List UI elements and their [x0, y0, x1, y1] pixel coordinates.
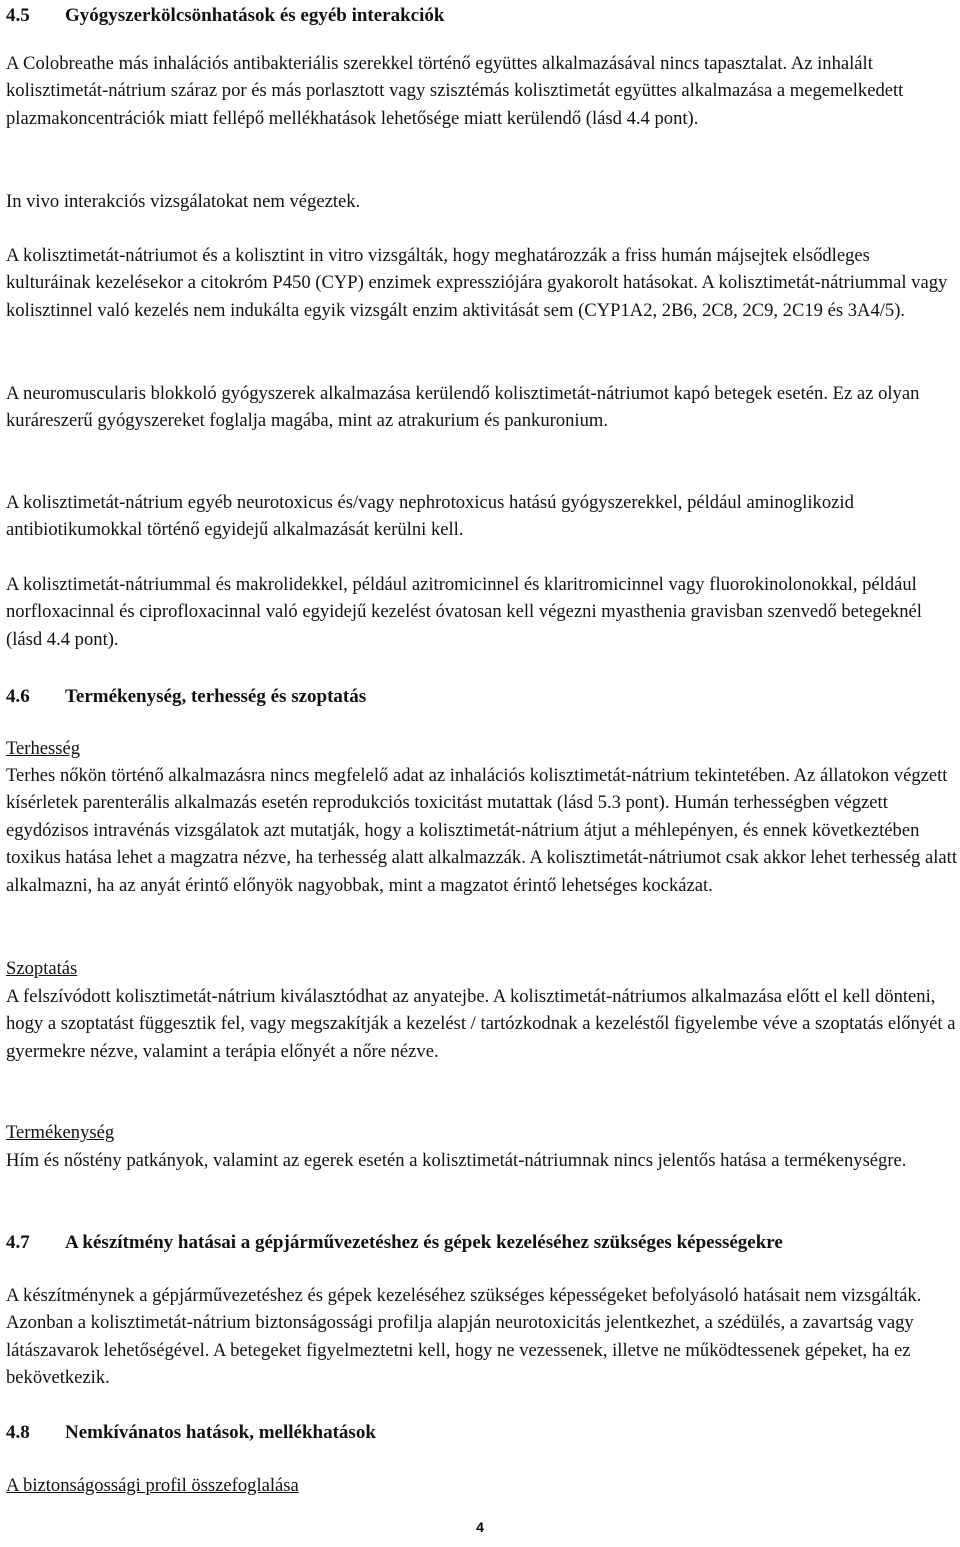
- section-4-6-heading: [6, 683, 366, 710]
- paragraph: Terhes nőkön történő alkalmazásra nincs megfelelő adat az inhalációs kolisztimetát-nátrium tekintetében. Az állatokon végzett kísérletek parenterális alkalmazás esetén reprodukciós toxicitást mutattak (lásd 5.3 pont). Humán terhességben végzett egydózisos intravénás vizsgálatok azt mutatják, hogy a kolisztimetát-nátrium átjut a méhlepényen, és ennek következtében toxikus hatása lehet a magzatra nézve, ha terhesség alatt alkalmazzák. A kolisztimetát-nátriumot csak akkor lehet terhesség alatt alkalmazni, ha az anyát érintő előnyök nagyobbak, mint a magzatot érintő lehetséges kockázat.: [6, 765, 957, 896]
- section-title: Gyógyszerkölcsönhatások és egyéb interakciók: [65, 5, 445, 26]
- subheading-szoptatas: Szoptatás: [6, 958, 78, 979]
- section-number: 4.8: [6, 1422, 30, 1443]
- paragraph: A kolisztimetát-nátriummal és makrolidekkel, például azitromicinnel és klaritromicinnel vagy fluorokinolonokkal, például norfloxacinnal és ciprofloxacinnal való egyidejű kezelést óvatosan kell végezni myasthenia gravisban szenvedő betegeknél (lásd 4.4 pont).: [6, 574, 922, 650]
- paragraph: A kolisztimetát-nátrium egyéb neurotoxicus és/vagy nephrotoxicus hatású gyógyszerekkel, például aminoglikozid antibiotikumokkal történő egyidejű alkalmazását kerülni kell.: [6, 492, 854, 541]
- paragraph: A felszívódott kolisztimetát-nátrium kiválasztódhat az anyatejbe. A kolisztimetát-nátriumos alkalmazása előtt el kell dönteni, hogy a szoptatást függesztik fel, vagy megszakítják a kezelést / tartózkodnak a kezeléstől figyelembe véve a szoptatás előnyét a gyermekre nézve, valamint a terápia előnyét a nőre nézve.: [6, 986, 956, 1062]
- subheading-biztonsagossagi-profil: A biztonságossági profil összefoglalása: [6, 1475, 299, 1496]
- paragraph: A készítménynek a gépjárművezetéshez és gépek kezeléséhez szükséges képességeket befolyásoló hatásait nem vizsgálták. Azonban a kolisztimetát-nátrium biztonságossági profilja alapján neurotoxicitás jelentkezhet, a szédülés, a zavartság vagy látászavarok lehetőségével. A betegeket figyelmeztetni kell, hogy ne vezessenek, illetve ne működtessenek gépeket, ha ez bekövetkezik.: [6, 1285, 922, 1389]
- section-4-8-heading: [6, 1419, 376, 1446]
- section-number: 4.5: [6, 5, 30, 26]
- section-4-5-heading: [6, 2, 444, 29]
- section-title: A készítmény hatásai a gépjárművezetéshez és gépek kezeléséhez szükséges képességekre: [65, 1232, 783, 1253]
- section-number: 4.6: [6, 686, 30, 707]
- page-number: 4: [476, 1519, 484, 1535]
- section-title: Termékenység, terhesség és szoptatás: [65, 686, 367, 707]
- paragraph: In vivo interakciós vizsgálatokat nem végeztek.: [6, 191, 361, 212]
- section-title: Nemkívánatos hatások, mellékhatások: [65, 1422, 376, 1443]
- paragraph: A neuromuscularis blokkoló gyógyszerek alkalmazása kerülendő kolisztimetát-nátriumot kapó betegek esetén. Ez az olyan kuráreszerű gyógyszereket foglalja magába, mint az atrakurium és pankuronium.: [6, 383, 920, 432]
- section-4-7-heading: [6, 1229, 783, 1256]
- subheading-terhesseg: Terhesség: [6, 738, 81, 759]
- subheading-termekenyseg: Termékenység: [6, 1122, 115, 1143]
- paragraph: A Colobreathe más inhalációs antibakteriális szerekkel történő együttes alkalmazásával nincs tapasztalat. Az inhalált kolisztimetát-nátrium száraz por és más porlasztott vagy szisztémás kolisztimetát együttes alkalmazása a megemelkedett plazmakoncentrációk miatt fellépő mellékhatások lehetősége miatt kerülendő (lásd 4.4 pont).: [6, 53, 904, 129]
- paragraph: Hím és nőstény patkányok, valamint az egerek esetén a kolisztimetát-nátriumnak nincs jelentős hatása a termékenységre.: [6, 1150, 907, 1171]
- paragraph: A kolisztimetát-nátriumot és a kolisztint in vitro vizsgálták, hogy meghatározzák a friss humán májsejtek elsődleges kulturáinak kezelésekor a citokróm P450 (CYP) enzimek expressziójára gyakorolt hatásokat. A kolisztimetát-nátriummal vagy kolisztinnel való kezelés nem indukálta egyik vizsgált enzim aktivitását sem (CYP1A2, 2B6, 2C8, 2C9, 2C19 és 3A4/5).: [6, 245, 948, 321]
- section-number: 4.7: [6, 1232, 30, 1253]
